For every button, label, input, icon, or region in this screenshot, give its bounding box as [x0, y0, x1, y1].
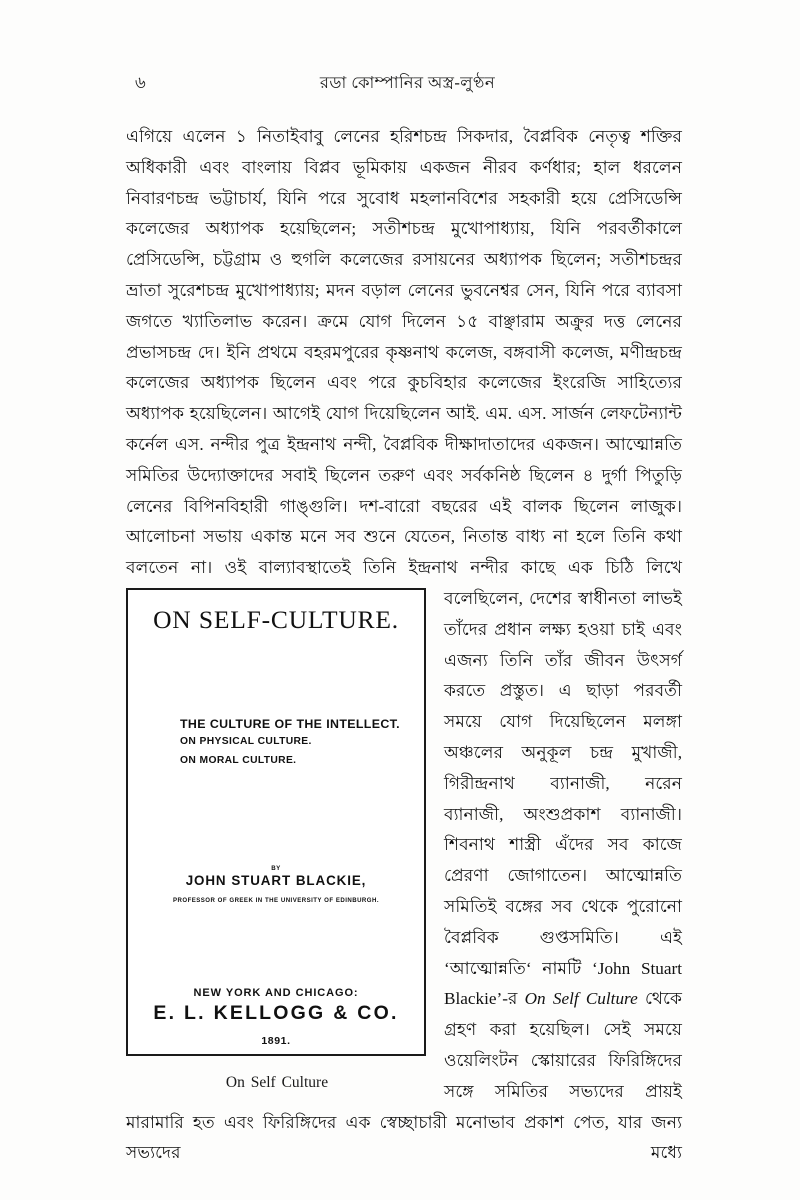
- text-column: [126, 122, 682, 1169]
- cover-author: JOHN STUART BLACKIE,: [185, 872, 367, 888]
- cover-year: 1891.: [261, 1034, 291, 1047]
- blackie-name-latin: ‘John Stuart Blackie’: [444, 958, 682, 1009]
- cover-by-label: BY: [271, 864, 281, 872]
- figure-caption: On Self Culture: [225, 1073, 329, 1091]
- cover-contents-line-1: THE CULTURE OF THE INTELLECT.: [180, 716, 400, 731]
- running-title: রডা কোম্পানির অস্ত্র-লুণ্ঠন: [319, 73, 496, 92]
- cover-publication-city: NEW YORK AND CHICAGO:: [193, 986, 359, 999]
- cover-title: ON SELF-CULTURE.: [153, 604, 399, 634]
- wrap-text-part-3: থেকে গ্রহণ করা হয়েছিল। সেই সময়ে ওয়েলিংটন স্কোয়ারের ফিরিঙ্গিদের সঙ্গে সমিতির সভ্যদের প্রায়ই মারামারি হত এবং ফিরিঙ্গিদের এক স্বেচ্ছাচারী মনোভাব প্রকাশ পেত, যার জন্য সভ্যদের মধ্যে: [126, 989, 682, 1163]
- cover-author-credential: PROFESSOR OF GREEK IN THE UNIVERSITY OF EDINBURGH.: [173, 896, 379, 904]
- body-text: [126, 122, 682, 1169]
- cover-contents-line-2: ON PHYSICAL CULTURE.: [180, 736, 312, 748]
- paragraph-intro: এগিয়ে এলেন ১ নিতাইবাবু লেনের হরিশচন্দ্র সিকদার, বৈপ্লবিক নেতৃত্ব শক্তির অধিকারী এবং বাংলায় বিপ্লব ভূমিকায় একজন নীরব কর্ণধার; হাল ধরলেন নিবারণচন্দ্র ভট্টাচার্য, যিনি পরে সুবোধ মহলানবিশের সহকারী হয়ে প্রেসিডেন্সি কলেজের অধ্যাপক হয়েছিলেন; সতীশচন্দ্র মুখোপাধ্যায়, যিনি পরবর্তীকালে প্রেসিডেন্সি, চট্টগ্রাম ও হুগলি কলেজের রসায়নের অধ্যাপক ছিলেন; সতীশচন্দ্রর ভ্রাতা সুরেশচন্দ্র মুখোপাধ্যায়; মদন বড়াল লেনের ভুবনেশ্বর সেন, যিনি পরে ব্যাবসা জগতে খ্যাতিলাভ করেন। ক্রমে যোগ দিলেন ১৫ বাঞ্ছারাম অক্রুর দত্ত লেনের প্রভাসচন্দ্র দে। ইনি প্রথমে বহরমপুরের কৃষ্ণনাথ কলেজ, বঙ্গবাসী কলেজ, মণীন্দ্রচন্দ্র কলেজের অধ্যাপক ছিলেন এবং পরে কুচবিহার কলেজের ইংরেজি সাহিত্যের অধ্যাপক হয়েছিলেন। আগেই যোগ দিয়েছিলেন আই. এম. এস. সার্জন লেফটেন্যান্ট কর্নেল এস. নন্দীর পুত্র ইন্দ্রনাথ নন্দী, বৈপ্লবিক দীক্ষাদাতাদের একজন। আত্মোন্নতি সমিতির উদ্যোক্তাদের সবাই ছিলেন তরুণ এবং সর্বকনিষ্ঠ ছিলেন ৪ দুর্গা পিতুড়ি লেনের বিপিনবিহারী গাঙ্গুলি। দশ-বারো বছরের এই বালক ছিলেন লাজুক। আলোচনা সভায় একান্ত মনে সব শুনে যেতেন, নিতান্ত বাধ্য না হলে তিনি কথা বলতেন না। ওই বাল্যাবস্থাতেই তিনি ইন্দ্রনাথ নন্দীর কাছে এক চিঠি লিখে: [126, 127, 682, 578]
- cover-publisher: E. L. KELLOGG & CO.: [153, 1001, 399, 1024]
- page-number: ৬: [135, 73, 146, 92]
- wrap-text-part-1: বলেছিলেন, দেশের স্বাধীনতা লাভই তাঁদের প্রধান লক্ষ্য হওয়া চাই এবং এজন্য তিনি তাঁর জীবন উৎসর্গ করতে প্রস্তুত। এ ছাড়া পরবর্তী সময়ে যোগ দিয়েছিলেন মলঙ্গা অঞ্চলের অনুকূল চন্দ্র মুখাজী, গিরীন্দ্রনাথ ব্যানাজী, নরেন ব্যানাজী, অংশুপ্রকাশ ব্যানাজী। শিবনাথ শাস্ত্রী এঁদের সব কাজে প্রেরণা জোগাতেন। আত্মোন্নতি সমিতিই বঙ্গের সব থেকে পুরোনো বৈপ্লবিক গুপ্তসমিতি। এই ‘আত্মোন্নতি‘ নামটি: [444, 588, 682, 978]
- figure-on-self-culture: [126, 588, 428, 1099]
- running-head: [135, 72, 680, 98]
- on-self-culture-title-latin: On Self Culture: [524, 989, 638, 1009]
- wrap-text-part-2: -র: [502, 989, 525, 1009]
- book-cover-illustration: [126, 588, 426, 1056]
- cover-contents-list: [180, 715, 410, 771]
- cover-contents-line-3: ON MORAL CULTURE.: [180, 754, 297, 766]
